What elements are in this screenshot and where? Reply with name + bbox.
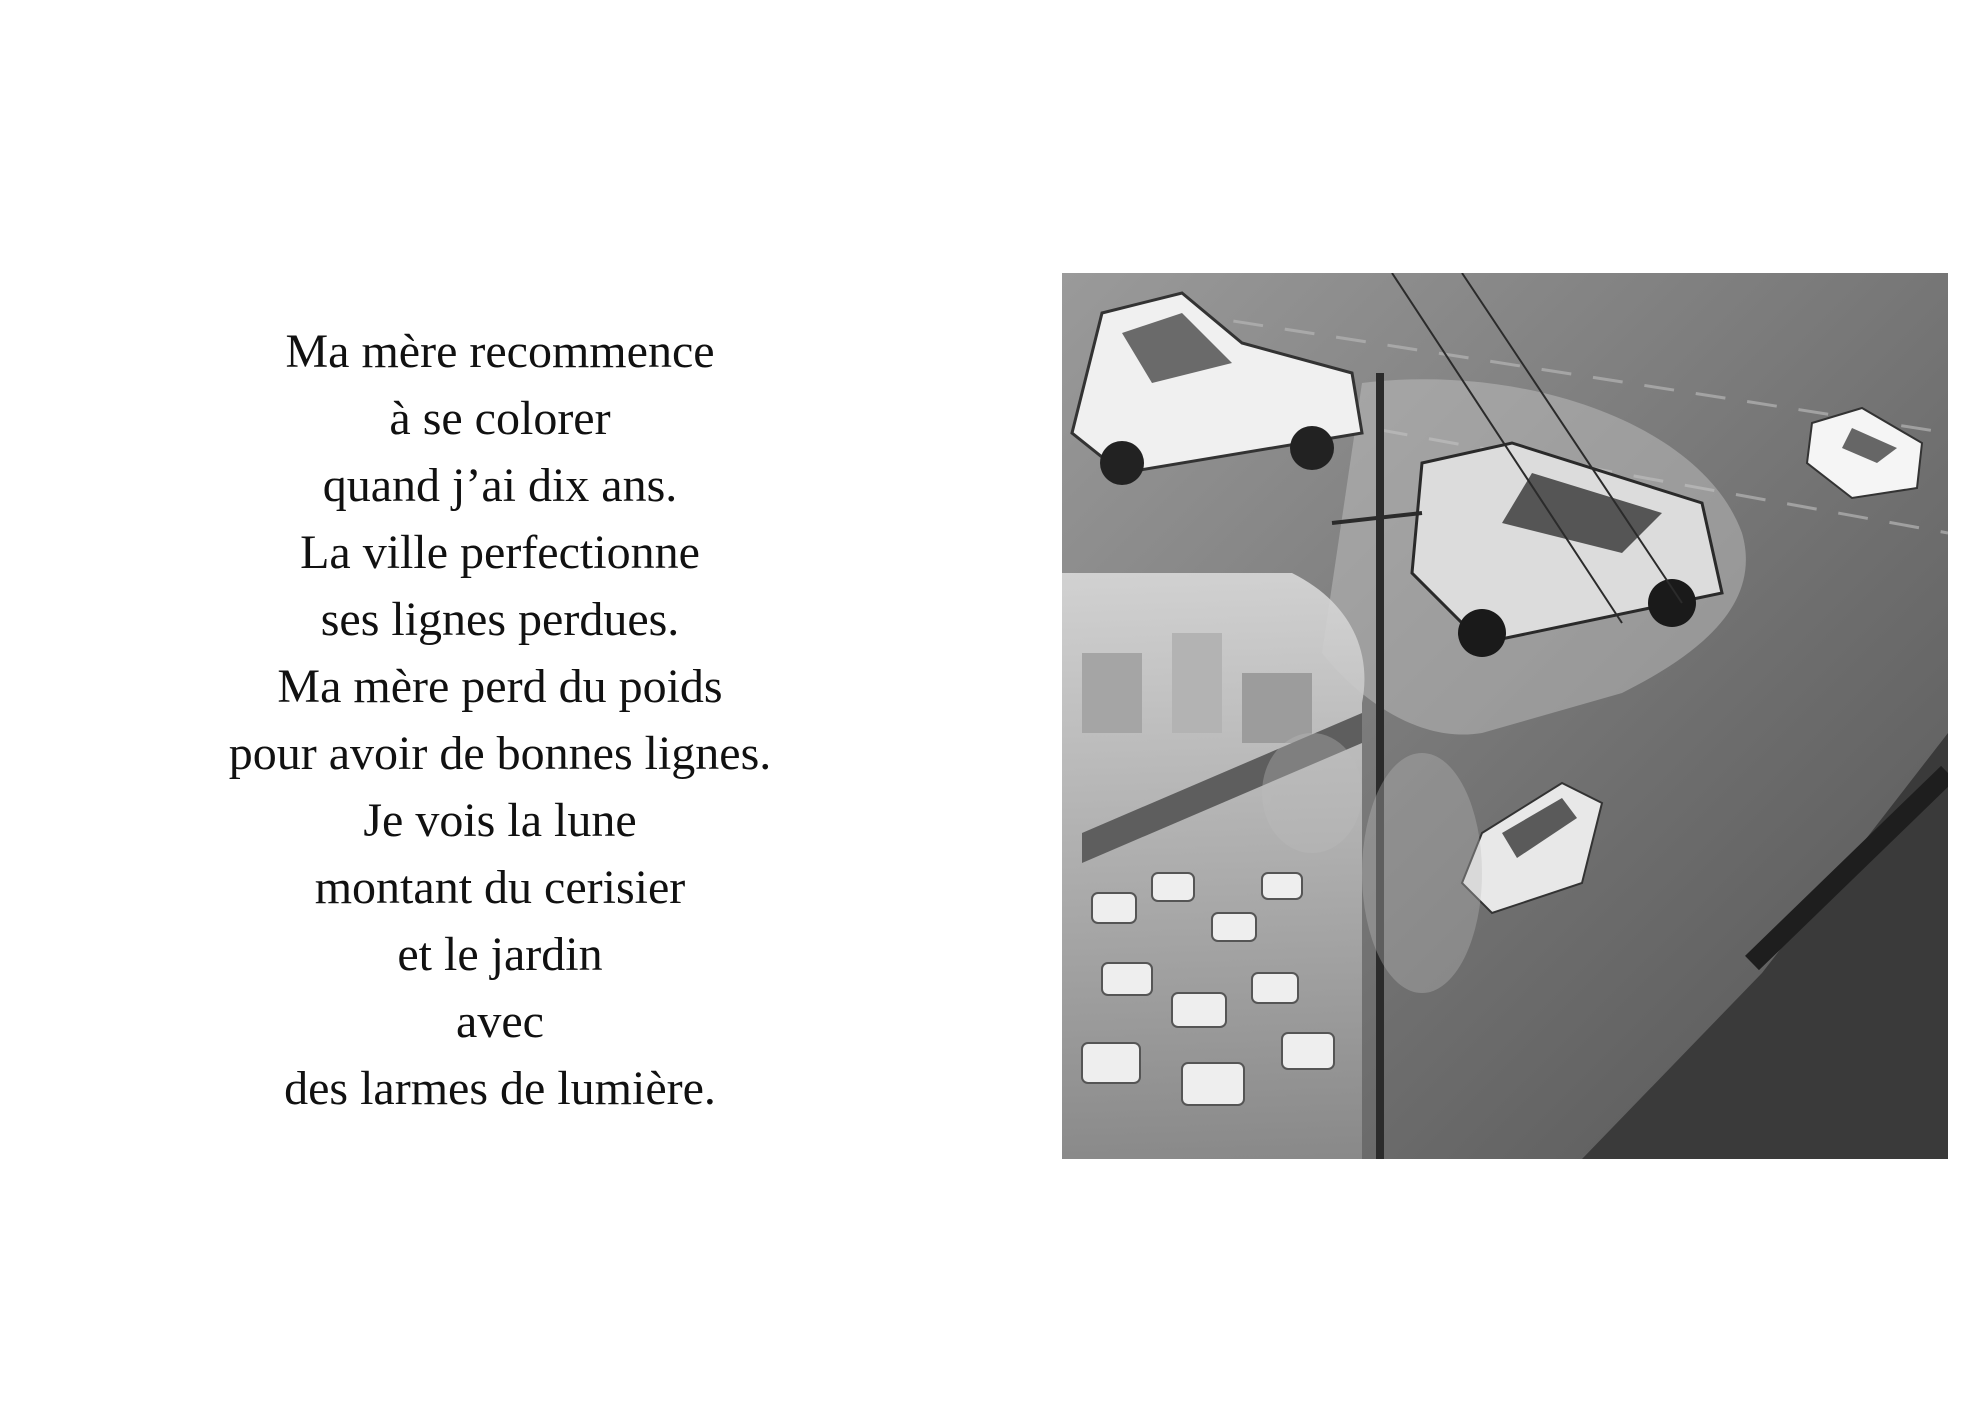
poem-line: Je vois la lune bbox=[363, 794, 637, 847]
poem-line: pour avoir de bonnes lignes. bbox=[228, 727, 772, 780]
collage-photo bbox=[1062, 273, 1948, 1159]
poem-line: et le jardin bbox=[397, 928, 603, 981]
poem-line: Ma mère perd du poids bbox=[277, 660, 723, 713]
poem-line: La ville perfectionne bbox=[300, 526, 700, 579]
poem-line: avec bbox=[456, 995, 544, 1048]
poem-line: quand j’ai dix ans. bbox=[322, 459, 678, 512]
collage-photo-graphic bbox=[1062, 273, 1948, 1159]
poem-line: des larmes de lumière. bbox=[284, 1062, 716, 1115]
poem-line: Ma mère recommence bbox=[285, 325, 715, 378]
poem-line: à se colorer bbox=[389, 392, 611, 445]
poem-line: montant du cerisier bbox=[314, 861, 686, 914]
poem-text bbox=[120, 318, 880, 1122]
poem-line: ses lignes perdues. bbox=[320, 593, 680, 646]
